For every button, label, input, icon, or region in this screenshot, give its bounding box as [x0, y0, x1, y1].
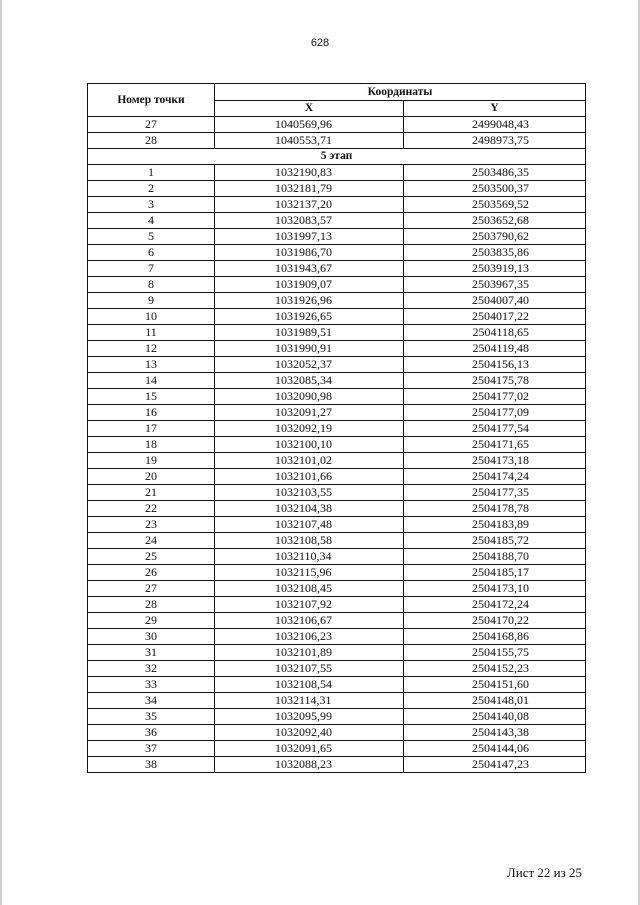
x-coordinate-cell: 1032095,99 — [215, 709, 404, 725]
x-coordinate-cell: 1031943,67 — [215, 261, 404, 277]
y-coordinate-cell: 2504171,65 — [404, 437, 586, 453]
y-coordinate-cell: 2504175,78 — [404, 373, 586, 389]
point-number-cell: 17 — [88, 421, 215, 437]
x-coordinate-cell: 1032106,23 — [215, 629, 404, 645]
y-coordinate-cell: 2504152,23 — [404, 661, 586, 677]
x-coordinate-cell: 1031990,91 — [215, 341, 404, 357]
stage-label: 5 этап — [88, 149, 586, 165]
point-number-cell: 28 — [88, 597, 215, 613]
table-row — [88, 581, 586, 597]
point-number-cell: 29 — [88, 613, 215, 629]
x-coordinate-cell: 1032101,66 — [215, 469, 404, 485]
point-number-cell: 11 — [88, 325, 215, 341]
point-number-cell: 7 — [88, 261, 215, 277]
table-row — [88, 661, 586, 677]
x-coordinate-cell: 1032101,89 — [215, 645, 404, 661]
x-coordinate-cell: 1032108,58 — [215, 533, 404, 549]
table-row — [88, 277, 586, 293]
page-edge-left — [0, 0, 2, 905]
y-coordinate-cell: 2503790,62 — [404, 229, 586, 245]
table-row — [88, 565, 586, 581]
point-number-cell: 9 — [88, 293, 215, 309]
y-coordinate-cell: 2504017,22 — [404, 309, 586, 325]
header-x: X — [215, 101, 404, 117]
table-row — [88, 629, 586, 645]
header-point-number: Номер точки — [88, 84, 215, 117]
table-row — [88, 517, 586, 533]
point-number-cell: 15 — [88, 389, 215, 405]
y-coordinate-cell: 2504147,23 — [404, 757, 586, 773]
table-row — [88, 501, 586, 517]
table-row — [88, 757, 586, 773]
y-coordinate-cell: 2504143,38 — [404, 725, 586, 741]
table-row — [88, 133, 586, 149]
table-row — [88, 389, 586, 405]
table-row — [88, 373, 586, 389]
point-number-cell: 3 — [88, 197, 215, 213]
table-row — [88, 261, 586, 277]
point-number-cell: 31 — [88, 645, 215, 661]
table-row — [88, 549, 586, 565]
table-row — [88, 613, 586, 629]
point-number-cell: 5 — [88, 229, 215, 245]
x-coordinate-cell: 1032103,55 — [215, 485, 404, 501]
y-coordinate-cell: 2504007,40 — [404, 293, 586, 309]
table-row — [88, 485, 586, 501]
y-coordinate-cell: 2504118,65 — [404, 325, 586, 341]
x-coordinate-cell: 1040569,96 — [215, 117, 404, 133]
point-number-cell: 20 — [88, 469, 215, 485]
x-coordinate-cell: 1032091,65 — [215, 741, 404, 757]
table-row — [88, 341, 586, 357]
table-row — [88, 325, 586, 341]
table-row — [88, 469, 586, 485]
x-coordinate-cell: 1032101,02 — [215, 453, 404, 469]
y-coordinate-cell: 2504140,08 — [404, 709, 586, 725]
y-coordinate-cell: 2504177,02 — [404, 389, 586, 405]
table-row — [88, 117, 586, 133]
x-coordinate-cell: 1032108,45 — [215, 581, 404, 597]
x-coordinate-cell: 1032107,55 — [215, 661, 404, 677]
point-number-cell: 37 — [88, 741, 215, 757]
table-row — [88, 725, 586, 741]
point-number-cell: 25 — [88, 549, 215, 565]
y-coordinate-cell: 2504168,86 — [404, 629, 586, 645]
stage-section — [88, 149, 586, 165]
table-row — [88, 213, 586, 229]
x-coordinate-cell: 1032108,54 — [215, 677, 404, 693]
y-coordinate-cell: 2504177,54 — [404, 421, 586, 437]
y-coordinate-cell: 2504178,78 — [404, 501, 586, 517]
point-number-cell: 33 — [88, 677, 215, 693]
point-number-cell: 2 — [88, 181, 215, 197]
x-coordinate-cell: 1032137,20 — [215, 197, 404, 213]
y-coordinate-cell: 2504170,22 — [404, 613, 586, 629]
y-coordinate-cell: 2504119,48 — [404, 341, 586, 357]
point-number-cell: 14 — [88, 373, 215, 389]
y-coordinate-cell: 2504155,75 — [404, 645, 586, 661]
table-row — [88, 677, 586, 693]
y-coordinate-cell: 2504177,35 — [404, 485, 586, 501]
point-number-cell: 12 — [88, 341, 215, 357]
y-coordinate-cell: 2503652,68 — [404, 213, 586, 229]
point-number-cell: 32 — [88, 661, 215, 677]
point-number-cell: 30 — [88, 629, 215, 645]
table-row — [88, 453, 586, 469]
x-coordinate-cell: 1032100,10 — [215, 437, 404, 453]
point-number-cell: 16 — [88, 405, 215, 421]
y-coordinate-cell: 2504188,70 — [404, 549, 586, 565]
table-row — [88, 709, 586, 725]
table-row — [88, 741, 586, 757]
y-coordinate-cell: 2499048,43 — [404, 117, 586, 133]
table-row — [88, 293, 586, 309]
table-row — [88, 197, 586, 213]
y-coordinate-cell: 2504174,24 — [404, 469, 586, 485]
page-number: 628 — [310, 37, 330, 49]
x-coordinate-cell: 1031926,65 — [215, 309, 404, 325]
table-row — [88, 421, 586, 437]
x-coordinate-cell: 1032110,34 — [215, 549, 404, 565]
y-coordinate-cell: 2504183,89 — [404, 517, 586, 533]
table-row — [88, 165, 586, 181]
point-number-cell: 23 — [88, 517, 215, 533]
table-body-stage — [88, 165, 586, 773]
y-coordinate-cell: 2504172,24 — [404, 597, 586, 613]
y-coordinate-cell: 2504173,10 — [404, 581, 586, 597]
header-y: Y — [404, 101, 586, 117]
x-coordinate-cell: 1032115,96 — [215, 565, 404, 581]
y-coordinate-cell: 2504185,17 — [404, 565, 586, 581]
x-coordinate-cell: 1032083,57 — [215, 213, 404, 229]
point-number-cell: 38 — [88, 757, 215, 773]
point-number-cell: 28 — [88, 133, 215, 149]
y-coordinate-cell: 2498973,75 — [404, 133, 586, 149]
point-number-cell: 36 — [88, 725, 215, 741]
y-coordinate-cell: 2504144,06 — [404, 741, 586, 757]
table-row — [88, 229, 586, 245]
x-coordinate-cell: 1032104,38 — [215, 501, 404, 517]
point-number-cell: 26 — [88, 565, 215, 581]
y-coordinate-cell: 2504151,60 — [404, 677, 586, 693]
point-number-cell: 8 — [88, 277, 215, 293]
table-row — [88, 181, 586, 197]
point-number-cell: 27 — [88, 117, 215, 133]
y-coordinate-cell: 2503569,52 — [404, 197, 586, 213]
point-number-cell: 10 — [88, 309, 215, 325]
table-row — [88, 245, 586, 261]
table-row — [88, 437, 586, 453]
point-number-cell: 6 — [88, 245, 215, 261]
x-coordinate-cell: 1032092,40 — [215, 725, 404, 741]
table-row — [88, 309, 586, 325]
x-coordinate-cell: 1032114,31 — [215, 693, 404, 709]
x-coordinate-cell: 1032090,98 — [215, 389, 404, 405]
point-number-cell: 4 — [88, 213, 215, 229]
y-coordinate-cell: 2503967,35 — [404, 277, 586, 293]
point-number-cell: 18 — [88, 437, 215, 453]
point-number-cell: 24 — [88, 533, 215, 549]
x-coordinate-cell: 1032085,34 — [215, 373, 404, 389]
y-coordinate-cell: 2504148,01 — [404, 693, 586, 709]
table-row — [88, 533, 586, 549]
x-coordinate-cell: 1032181,79 — [215, 181, 404, 197]
table-row — [88, 597, 586, 613]
x-coordinate-cell: 1032088,23 — [215, 757, 404, 773]
x-coordinate-cell: 1032091,27 — [215, 405, 404, 421]
point-number-cell: 34 — [88, 693, 215, 709]
x-coordinate-cell: 1032106,67 — [215, 613, 404, 629]
x-coordinate-cell: 1032107,92 — [215, 597, 404, 613]
point-number-cell: 19 — [88, 453, 215, 469]
point-number-cell: 13 — [88, 357, 215, 373]
y-coordinate-cell: 2503486,35 — [404, 165, 586, 181]
header-coordinates: Координаты — [215, 84, 586, 101]
point-number-cell: 21 — [88, 485, 215, 501]
y-coordinate-cell: 2504185,72 — [404, 533, 586, 549]
y-coordinate-cell: 2503919,13 — [404, 261, 586, 277]
x-coordinate-cell: 1040553,71 — [215, 133, 404, 149]
x-coordinate-cell: 1031926,96 — [215, 293, 404, 309]
point-number-cell: 22 — [88, 501, 215, 517]
sheet-counter: Лист 22 из 25 — [506, 865, 582, 880]
table-row — [88, 645, 586, 661]
point-number-cell: 27 — [88, 581, 215, 597]
point-number-cell: 1 — [88, 165, 215, 181]
coordinates-table — [87, 83, 586, 773]
y-coordinate-cell: 2504156,13 — [404, 357, 586, 373]
x-coordinate-cell: 1032107,48 — [215, 517, 404, 533]
table-row — [88, 405, 586, 421]
x-coordinate-cell: 1031909,07 — [215, 277, 404, 293]
x-coordinate-cell: 1032052,37 — [215, 357, 404, 373]
table-row — [88, 693, 586, 709]
y-coordinate-cell: 2503500,37 — [404, 181, 586, 197]
x-coordinate-cell: 1032190,83 — [215, 165, 404, 181]
x-coordinate-cell: 1031989,51 — [215, 325, 404, 341]
y-coordinate-cell: 2504173,18 — [404, 453, 586, 469]
point-number-cell: 35 — [88, 709, 215, 725]
y-coordinate-cell: 2504177,09 — [404, 405, 586, 421]
table-body-top — [88, 117, 586, 149]
table-row — [88, 357, 586, 373]
x-coordinate-cell: 1031986,70 — [215, 245, 404, 261]
x-coordinate-cell: 1031997,13 — [215, 229, 404, 245]
y-coordinate-cell: 2503835,86 — [404, 245, 586, 261]
x-coordinate-cell: 1032092,19 — [215, 421, 404, 437]
